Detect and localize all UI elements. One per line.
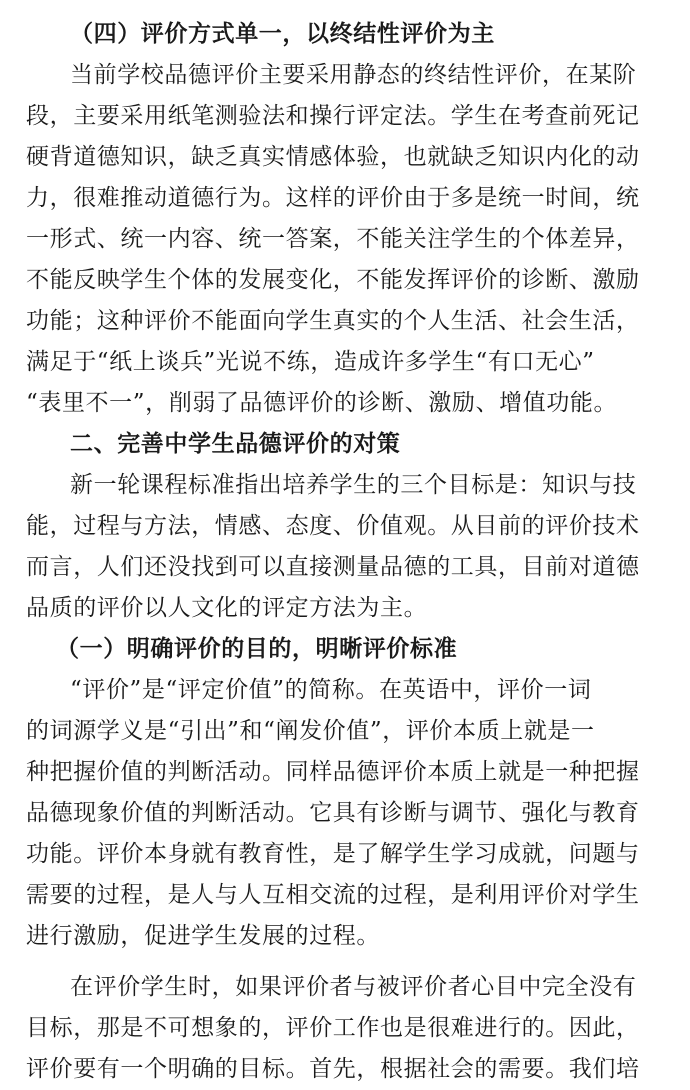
text-line: 新一轮课程标准指出培养学生的三个目标是：知识与技: [70, 472, 637, 498]
section-heading: （一）明确评价的目的，明晰评价标准: [56, 636, 458, 662]
text-line: 评价要有一个明确的目标。首先，根据社会的需要。我们培: [26, 1056, 640, 1082]
text-line: 目标，那是不可想象的，评价工作也是很难进行的。因此，: [26, 1015, 640, 1041]
text-line: 力，很难推动道德行为。这样的评价由于多是统一时间，统: [26, 185, 640, 211]
text-line: 功能。评价本身就有教育性，是了解学生学习成就，问题与: [26, 841, 640, 867]
paragraph-gap: [26, 957, 670, 967]
text-line: 段，主要采用纸笔测验法和操行评定法。学生在考查前死记: [26, 103, 640, 129]
text-line: 品德现象价值的判断活动。它具有诊断与调节、强化与教育: [26, 800, 640, 826]
text-line: 功能；这种评价不能面向学生真实的个人生活、社会生活，: [26, 308, 640, 334]
text-line: 而言，人们还没找到可以直接测量品德的工具，目前对道德: [26, 554, 640, 580]
text-line: 品质的评价以人文化的评定方法为主。: [26, 595, 428, 621]
text-line: 需要的过程，是人与人互相交流的过程，是利用评价对学生: [26, 882, 640, 908]
text-line: 不能反映学生个体的发展变化，不能发挥评价的诊断、激励: [26, 267, 640, 293]
text-line: 种把握价值的判断活动。同样品德评价本质上就是一种把握: [26, 759, 640, 785]
section-heading: （四）评价方式单一，以终结性评价为主: [70, 21, 495, 47]
text-line: 在评价学生时，如果评价者与被评价者心目中完全没有: [70, 974, 637, 1000]
text-line: 满足于“纸上谈兵”光说不练，造成许多学生“有口无心”: [26, 349, 595, 375]
text-line: “评价”是“评定价值”的简称。在英语中，评价一词: [70, 677, 592, 703]
text-line: “表里不一”，削弱了品德评价的诊断、激励、增值功能。: [26, 390, 618, 416]
text-line: 进行激励，促进学生发展的过程。: [26, 923, 380, 949]
text-line: 当前学校品德评价主要采用静态的终结性评价，在某阶: [70, 62, 637, 88]
text-line: 能，过程与方法，情感、态度、价值观。从目前的评价技术: [26, 513, 640, 539]
text-line: 硬背道德知识，缺乏真实情感体验，也就缺乏知识内化的动: [26, 144, 640, 170]
text-line: 的词源学义是“引出”和“阐发价值”，评价本质上就是一: [26, 718, 595, 744]
section-heading: 二、完善中学生品德评价的对策: [70, 431, 401, 457]
text-line: 一形式、统一内容、统一答案，不能关注学生的个体差异，: [26, 226, 640, 252]
